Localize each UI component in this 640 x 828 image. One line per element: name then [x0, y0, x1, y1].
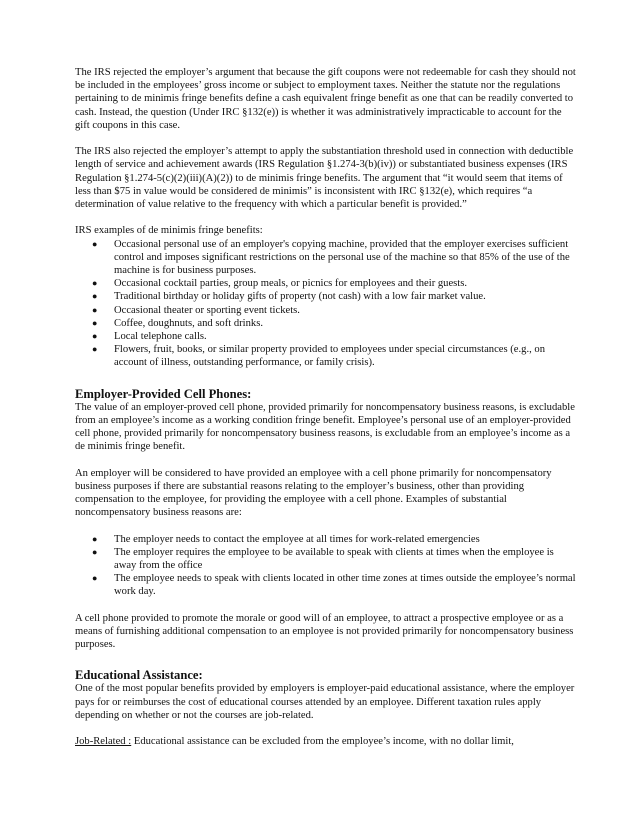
list-item: ● Traditional birthday or holiday gifts of property (not cash) with a low fair market value. [92, 291, 486, 303]
bullet-icon: ● [92, 331, 98, 342]
bullet-icon: ● [92, 304, 98, 315]
paragraph-substantiation-threshold: The IRS also rejected the employer’s attempt to apply the substantiation threshold used in connection with deductible length of service and achievement awards (IRS Regulation §1.274-3(b)(iv)) or substantiated business expenses (IRS Regulation §1.274-5(c)(2)(iii)(A)(2)) to de minimis fringe benefits. The argument that “it would seem that items of less than $75 in value would be considered de minimis” is inconsistent with IRC §132(e), which requires “a determination of value relative to the frequency with which a particular benefit is provided.” [75, 146, 574, 211]
list-item: ● Flowers, fruit, books, or similar property provided to employees under special circumstances (e.g., on account of illness, outstanding performance, or family crisis). [92, 344, 545, 369]
examples-intro: IRS examples of de minimis fringe benefits: [75, 225, 263, 237]
list-item: ● Coffee, doughnuts, and soft drinks. [92, 317, 263, 329]
paragraph-cell-phone-business-purpose: An employer will be considered to have provided an employee with a cell phone primarily for noncompensatory business purposes if there are substantial reasons relating to the employer’s business, other than providing compensation to the employee, for providing the employee with a cell phone. Examples of substantial noncompensatory business reasons are: [75, 467, 552, 519]
bullet-icon: ● [92, 238, 98, 249]
paragraph-job-related [75, 735, 577, 748]
bullet-icon: ● [92, 278, 98, 289]
paragraph-cell-phone-morale: A cell phone provided to promote the morale or good will of an employee, to attract a prospective employee or as a means of furnishing additional compensation to an employee is not provided primarily for noncompensatory business purposes. [75, 612, 574, 651]
bullet-icon: ● [92, 344, 98, 355]
list-item: ● The employer requires the employee to be available to speak with clients at times when the employee is away from the office [92, 546, 554, 572]
bullet-icon: ● [92, 317, 98, 328]
paragraph-gift-coupons: The IRS rejected the employer’s argument that because the gift coupons were not redeemable for cash they should not be included in the employees’ gross income or subject to employment taxes. Neither the statute nor the regulations pertaining to de minimis fringe benefits define a cash equivalent fringe benefit as one that can be readily converted to cash. Instead, the question (Under IRC §132(e)) is whether it was administratively impracticable to account for the gift coupons in this case. [75, 67, 576, 131]
paragraph-educational-assistance: One of the most popular benefits provided by employers is employer-paid educational assistance, where the employer pays for or reimburses the cost of educational courses attended by an employee. Different taxation rules apply depending on whether or not the courses are job-related. [75, 683, 575, 721]
paragraph-cell-phone-exclusion: The value of an employer-proved cell phone, provided primarily for noncompensatory business reasons, is excludable from an employee’s income as a working condition fringe benefit. Employee’s personal use of an employer-provided cell phone, provided primarily for noncompensatory business reasons, is excludable from an employee’s income as a de minimis fringe benefit. [75, 401, 575, 453]
list-item: ● The employee needs to speak with clients located in other time zones at times outside the employee’s normal work day. [92, 573, 576, 598]
business-reasons-list [75, 533, 577, 599]
list-item: ● The employer needs to contact the employee at all times for work-related emergencies [92, 533, 480, 545]
list-item: ● Occasional theater or sporting event tickets. [92, 304, 300, 316]
bullet-icon: ● [92, 291, 98, 302]
bullet-icon: ● [92, 546, 98, 557]
de-minimis-examples-list [75, 238, 577, 370]
list-item: ● Occasional cocktail parties, group meals, or picnics for employees and their guests. [92, 278, 468, 290]
section-heading-cell-phones: Employer-Provided Cell Phones: [75, 386, 252, 401]
list-item: ● Local telephone calls. [92, 331, 207, 343]
list-item: ● Occasional personal use of an employer's copying machine, provided that the employer exercises sufficient control and imposes significant restrictions on the personal use of the machine so that 85% of the use of the machine is for business purposes. [92, 238, 570, 277]
bullet-icon: ● [92, 573, 98, 584]
job-related-label: Job-Related : [75, 736, 132, 748]
section-heading-educational-assistance: Educational Assistance: [75, 668, 203, 683]
bullet-icon: ● [92, 533, 98, 544]
document-page [75, 66, 577, 748]
job-related-text: Educational assistance can be excluded from the employee’s income, with no dollar limit, [131, 736, 514, 748]
